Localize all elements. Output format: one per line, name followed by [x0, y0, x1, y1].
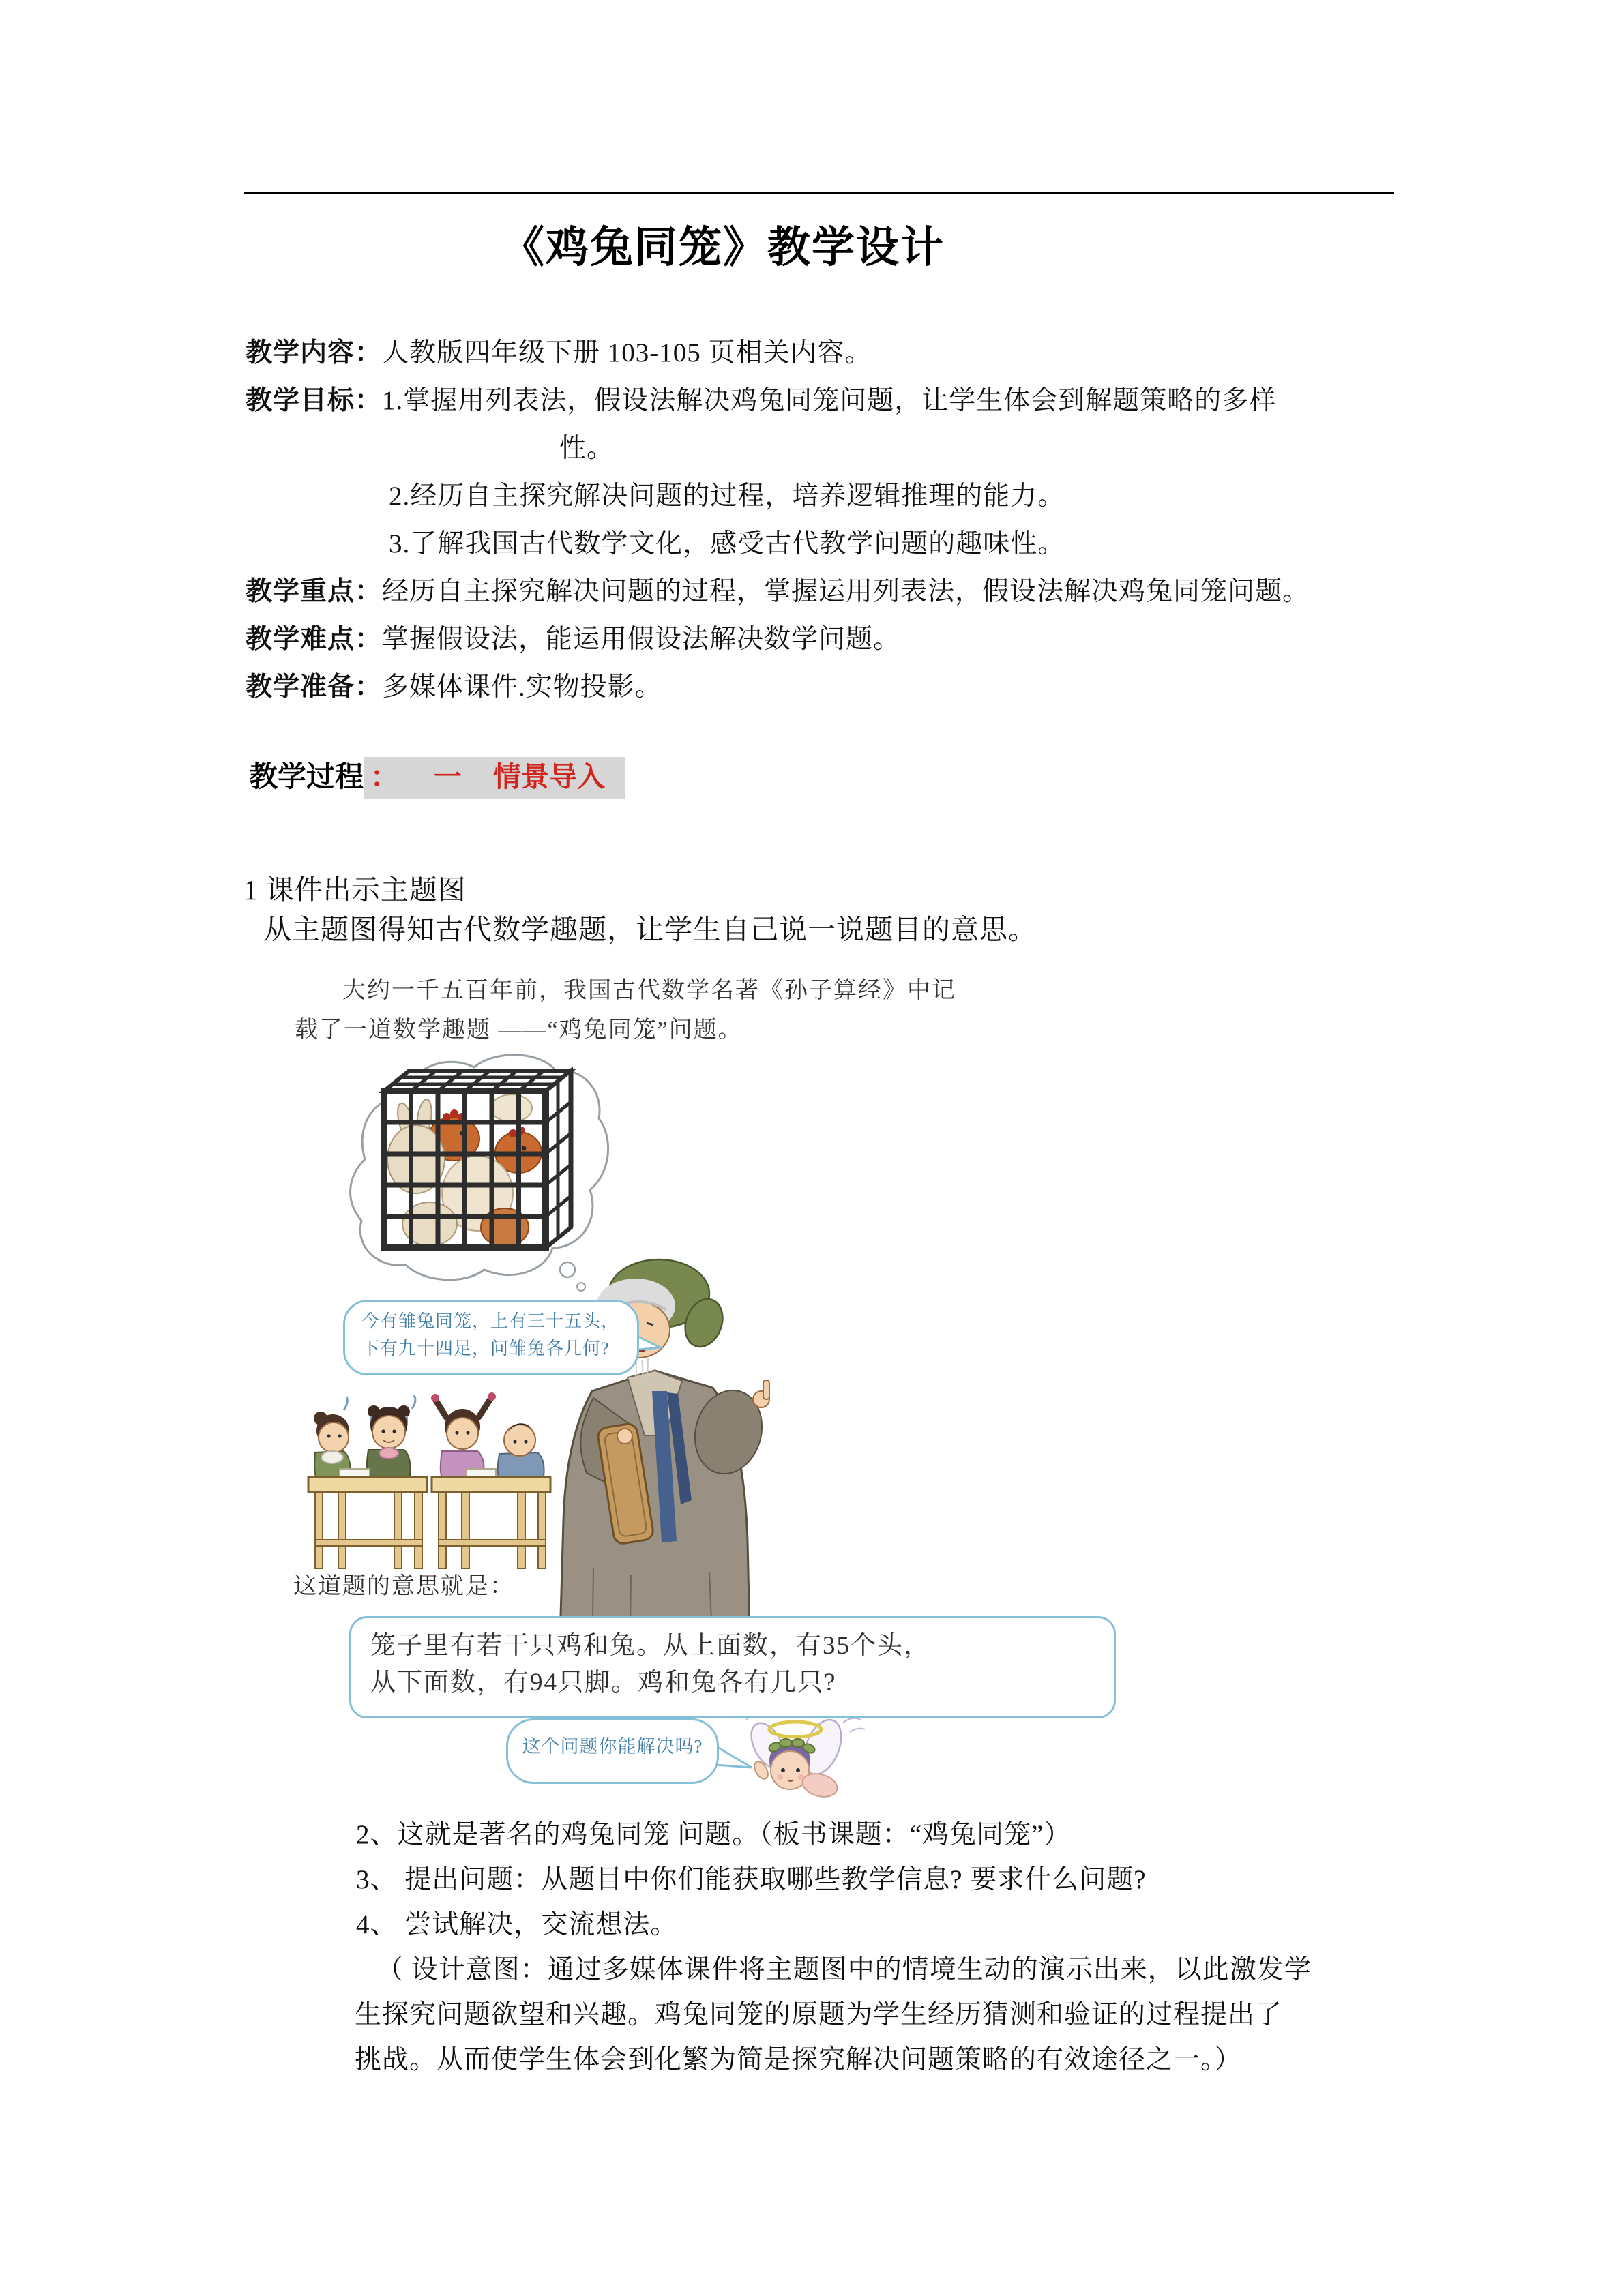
design-note-line3: 挑战。从而使学生体会到化繁为简是探究解决问题策略的有效途径之一。）: [355, 2045, 1242, 2074]
process-step-name: 情景导入: [493, 761, 606, 792]
meta-prep-label: 教学准备：: [246, 672, 383, 702]
desk-1: [308, 1469, 427, 1568]
meta-goal-line3: 2.经历自主探究解决问题的过程，培养逻辑推理的能力。: [389, 481, 1065, 511]
student-2: [367, 1395, 415, 1480]
meta-prep-text: 多媒体课件.实物投影。: [382, 672, 662, 702]
process-colon: ：: [370, 761, 399, 792]
meta-goal-text1: 1.掌握用列表法，假设法解决鸡兔同笼问题，让学生体会到解题策略的多样: [382, 386, 1277, 415]
meta-key-line: [246, 570, 1310, 608]
design-note-line1: （ 设计意图：通过多媒体课件将主题图中的情境生动的演示出来，以此激发学: [377, 1955, 1312, 1984]
student-4: [498, 1423, 544, 1481]
step-3: 3、 提出问题：从题目中你们能获取哪些教学信息? 要求什么问题?: [356, 1865, 1147, 1894]
section1-line1: 1 课件出示主题图: [243, 874, 467, 906]
meta-difficulty-label: 教学难点：: [246, 625, 383, 654]
meta-content-label: 教学内容：: [246, 338, 383, 368]
design-note-line2: 生探究问题欲望和兴趣。鸡兔同笼的原题为学生经历猜测和验证的过程提出了: [355, 2000, 1283, 2029]
process-heading: [249, 754, 625, 795]
section1-line2: 从主题图得知古代数学趣题，让学生自己说一说题目的意思。: [263, 914, 1037, 945]
meaning-text: 这道题的意思就是：: [293, 1574, 514, 1599]
illustration-caption-line2: 载了一道数学趣题 ——“鸡兔同笼”问题。: [295, 1017, 743, 1043]
desk-2: [432, 1469, 550, 1568]
teacher-bubble-line2: 下有九十四足，问雏兔各几何?: [361, 1339, 610, 1358]
problem-line1: 笼子里有若干只鸡和兔。从上面数，有35个头，: [370, 1632, 930, 1660]
student-3: [431, 1392, 496, 1480]
problem-box: [349, 1616, 1116, 1718]
meta-prep-line: [246, 666, 662, 704]
student-1: [314, 1397, 351, 1480]
meta-content-line: [246, 331, 872, 370]
meta-key-label: 教学重点：: [246, 577, 383, 606]
meta-goal-line4: 3.了解我国古代数学文化，感受古代教学问题的趣味性。: [389, 529, 1065, 558]
meta-goal-line2: 性。: [559, 434, 615, 463]
illustration-caption-line1: 大约一千五百年前，我国古代数学名著《孙子算经》中记: [342, 978, 956, 1003]
process-label: 教学过程: [249, 762, 364, 793]
problem-line2: 从下面数，有94只脚。鸡和兔各有几只?: [370, 1669, 837, 1697]
teacher-bubble-line1: 今有雏兔同笼，上有三十五头，: [361, 1311, 620, 1331]
meta-content-text: 人教版四年级下册 103-105 页相关内容。: [382, 338, 872, 368]
step-4: 4、 尝试解决，交流想法。: [356, 1910, 678, 1939]
process-step-number: 一: [434, 761, 462, 792]
teacher-speech-bubble: [343, 1300, 639, 1375]
meta-goal-label: 教学目标：: [246, 386, 383, 415]
step-2: 2、这就是著名的鸡兔同笼 问题。（板书课题：“鸡兔同笼”）: [356, 1820, 1072, 1849]
meta-difficulty-line: [246, 618, 900, 656]
students-figure: [308, 1392, 550, 1568]
cage-illustration: [382, 1071, 571, 1249]
fairy-speech-bubble: 这个问题你能解决吗?: [506, 1718, 719, 1784]
header-rule: [244, 192, 1394, 194]
fairy-icon: [744, 1713, 865, 1800]
process-highlight: [364, 757, 625, 799]
meta-key-text: 经历自主探究解决问题的过程，掌握运用列表法，假设法解决鸡兔同笼问题。: [382, 577, 1310, 606]
meta-goal-line: [246, 379, 1276, 417]
meta-difficulty-text: 掌握假设法，能运用假设法解决数学问题。: [382, 625, 901, 654]
page-title: 《鸡兔同笼》教学设计: [501, 224, 945, 271]
